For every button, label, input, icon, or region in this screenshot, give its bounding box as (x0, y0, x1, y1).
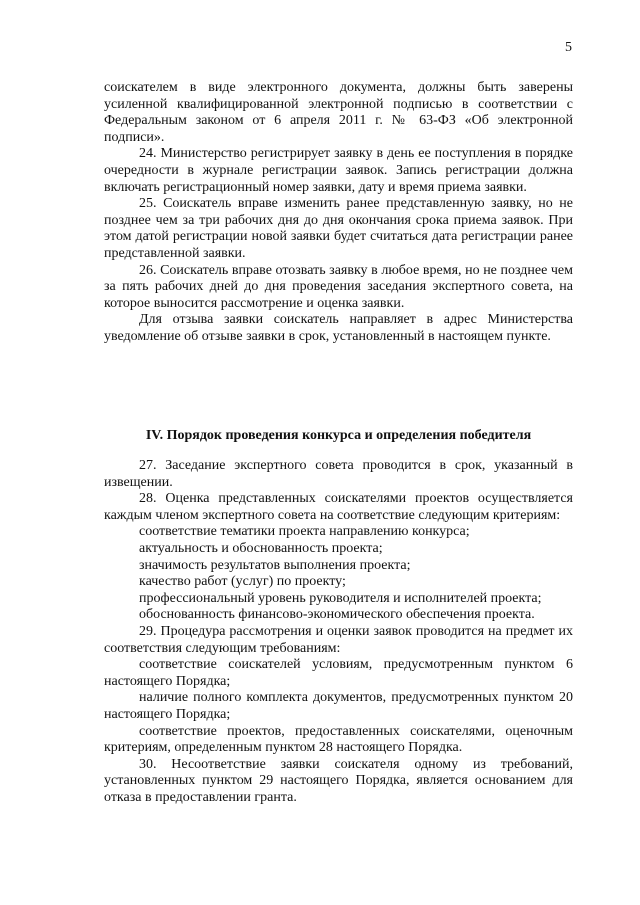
criteria-item: качество работ (услуг) по проекту; (139, 574, 346, 590)
criteria-item: профессиональный уровень руководителя и исполнителей проекта; (139, 590, 542, 606)
paragraph-27: 27. Заседание экспертного совета проводится в срок, указанный в извещении. (104, 458, 573, 490)
paragraph-28: 28. Оценка представленных соискателями проектов осуществляется каждым членом экспертного совета на соответствие следующим критериям: (104, 491, 573, 523)
requirement-item: соответствие проектов, предоставленных соискателями, оценочным критериям, определенным пунктом 28 настоящего Порядка. (104, 723, 573, 756)
criteria-item: актуальность и обоснованность проекта; (139, 540, 383, 556)
body-text-top (104, 80, 573, 346)
requirement-item: соответствие соискателей условиям, предусмотренным пунктом 6 настоящего Порядка; (104, 657, 573, 689)
paragraph-24: 24. Министерство регистрирует заявку в день ее поступления в порядке очередности в журнале регистрации заявок. Запись регистрации должна включать регистрационный номер заявки, дату и время приема заявки. (104, 146, 573, 195)
paragraph-29: 29. Процедура рассмотрения и оценки заявок проводится на предмет их соответствия следующим требованиям: (104, 623, 573, 656)
section-heading: IV. Порядок проведения конкурса и определения победителя (145, 428, 532, 443)
paragraph-30: 30. Несоответствие заявки соискателя одному из требований, установленных пунктом 29 настоящего Порядка, является основанием для отказа в предоставлении гранта. (104, 756, 573, 805)
paragraph-withdrawal-notice: Для отзыва заявки соискатель направляет в адрес Министерства уведомление об отзыве заявки в срок, установленный в настоящем пункте. (104, 312, 573, 344)
requirement-item: наличие полного комплекта документов, предусмотренных пунктом 20 настоящего Порядка; (104, 690, 573, 722)
paragraph-continuation: соискателем в виде электронного документа, должны быть заверены усиленной квалифицированной электронной подписью в соответствии с Федеральным законом от 6 апреля 2011 г. № 63-ФЗ «Об электронной подписи». (104, 80, 573, 145)
page-number: 5 (565, 40, 572, 55)
criteria-item: обоснованность финансово-экономического обеспечения проекта. (139, 607, 535, 623)
criteria-item: соответствие тематики проекта направлению конкурса; (139, 524, 470, 540)
criteria-item: значимость результатов выполнения проекта; (139, 557, 411, 573)
paragraph-25: 25. Соискатель вправе изменить ранее представленную заявку, но не позднее чем за три рабочих дня до дня окончания срока приема заявок. При этом датой регистрации новой заявки будет считаться дата регистрации ранее представленной заявки. (104, 196, 573, 261)
paragraph-26: 26. Соискатель вправе отозвать заявку в любое время, но не позднее чем за пять рабочих дней до дня проведения заседания экспертного совета, на которое выносится рассмотрение и оценка заявки. (104, 262, 573, 311)
body-text-bottom (104, 458, 573, 806)
